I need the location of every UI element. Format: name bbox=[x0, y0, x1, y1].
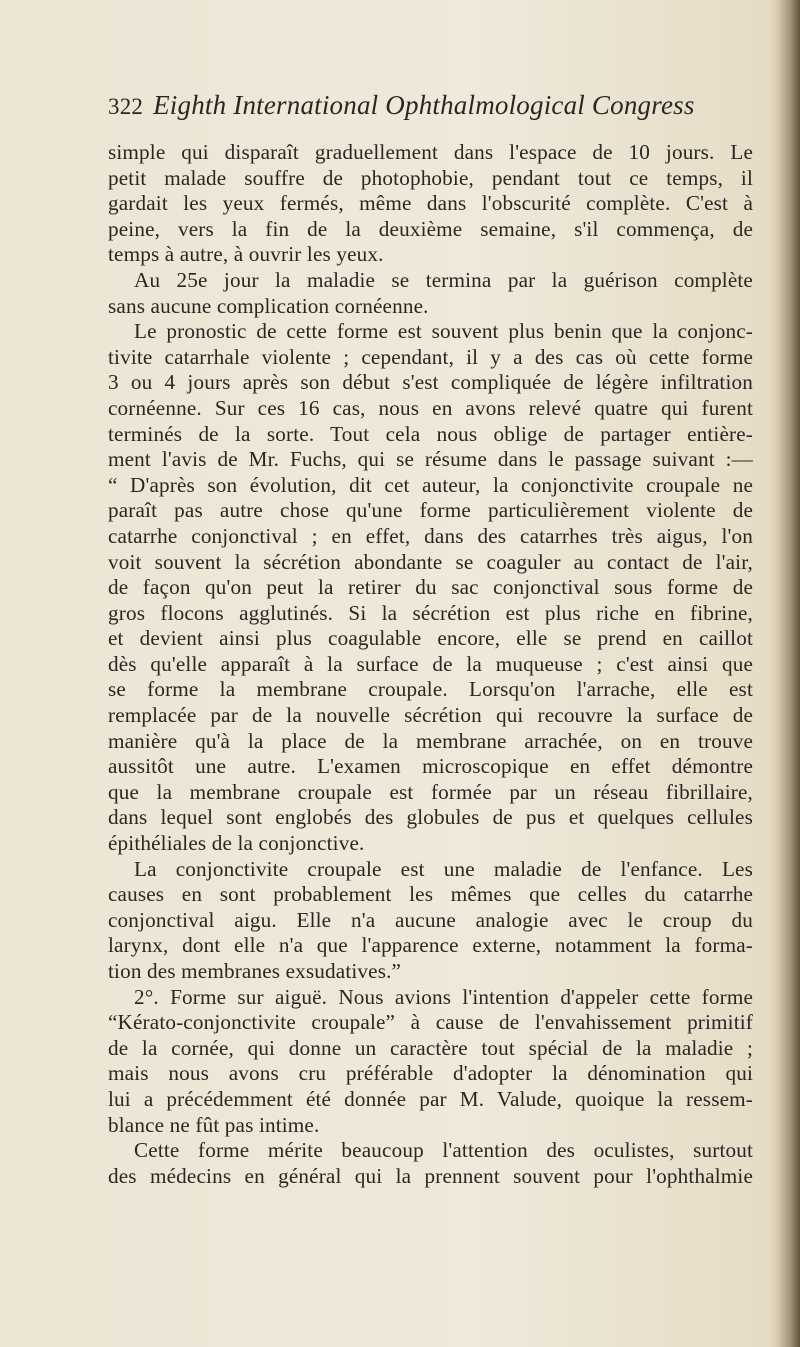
text-line: La conjonctivite croupale est une maladie de l'enfance. Les bbox=[134, 856, 753, 881]
text-line: de la cornée, qui donne un caractère tout spécial de la maladie ; bbox=[108, 1035, 753, 1060]
text-line: manière qu'à la place de la membrane arrachée, on en trouve bbox=[108, 728, 753, 753]
text-line: dans lequel sont englobés des globules de pus et quelques cellules bbox=[108, 805, 753, 830]
running-title: Eighth International Ophthalmological Congress bbox=[153, 90, 695, 120]
text-line: larynx, dont elle n'a que l'apparence externe, notamment la forma- bbox=[108, 933, 753, 958]
body-text bbox=[108, 140, 753, 1189]
text-line: Cette forme mérite beaucoup l'attention des oculistes, surtout bbox=[134, 1138, 753, 1163]
text-line: catarrhe conjonctival ; en effet, dans des catarrhes très aigus, l'on bbox=[108, 523, 753, 548]
text-line: 3 ou 4 jours après son début s'est compliquée de légère infiltration bbox=[108, 370, 753, 395]
running-header bbox=[108, 90, 728, 124]
text-line: tivite catarrhale violente ; cependant, il y a des cas où cette forme bbox=[108, 344, 753, 369]
text-line: cornéenne. Sur ces 16 cas, nous en avons relevé quatre qui furent bbox=[108, 395, 753, 420]
text-line: conjonctival aigu. Elle n'a aucune analogie avec le croup du bbox=[108, 907, 753, 932]
text-line: lui a précédemment été donnée par M. Valude, quoique la ressem- bbox=[108, 1086, 753, 1111]
text-line: “Kérato-conjonctivite croupale” à cause de l'envahissement primitif bbox=[108, 1010, 753, 1035]
text-line: simple qui disparaît graduellement dans l'espace de 10 jours. Le bbox=[108, 140, 753, 164]
text-line: terminés de la sorte. Tout cela nous oblige de partager entière- bbox=[108, 421, 753, 446]
text-line: paraît pas autre chose qu'une forme particulièrement violente de bbox=[108, 498, 753, 523]
text-line: aussitôt une autre. L'examen microscopique en effet démontre bbox=[108, 754, 753, 779]
text-line: causes en sont probablement les mêmes que celles du catarrhe bbox=[108, 882, 753, 907]
text-line: et devient ainsi plus coagulable encore, elle se prend en caillot bbox=[108, 626, 753, 651]
text-line: que la membrane croupale est formée par un réseau fibrillaire, bbox=[108, 779, 753, 804]
text-line: temps à autre, à ouvrir les yeux. bbox=[108, 242, 384, 267]
text-line: ment l'avis de Mr. Fuchs, qui se résume dans le passage suivant :— bbox=[108, 447, 753, 472]
text-line: Le pronostic de cette forme est souvent plus benin que la conjonc- bbox=[134, 319, 753, 344]
text-line: gros flocons agglutinés. Si la sécrétion est plus riche en fibrine, bbox=[108, 600, 753, 625]
text-line: gardait les yeux fermés, même dans l'obscurité complète. C'est à bbox=[108, 191, 753, 216]
text-line: mais nous avons cru préférable d'adopter la dénomination qui bbox=[108, 1061, 753, 1086]
page-number: 322 bbox=[108, 94, 144, 119]
text-line: dès qu'elle apparaît à la surface de la muqueuse ; c'est ainsi que bbox=[108, 651, 753, 676]
text-line: épithéliales de la conjonctive. bbox=[108, 831, 365, 856]
text-line: remplacée par de la nouvelle sécrétion qui recouvre la surface de bbox=[108, 703, 753, 728]
text-line: “ D'après son évolution, dit cet auteur, la conjonctivite croupale ne bbox=[108, 472, 753, 497]
text-line: peine, vers la fin de la deuxième semaine, s'il commença, de bbox=[108, 216, 753, 241]
text-line: tion des membranes exsudatives.” bbox=[108, 959, 402, 983]
text-line: petit malade souffre de photophobie, pendant tout ce temps, il bbox=[108, 165, 753, 190]
text-line: blance ne fût pas intime. bbox=[108, 1112, 320, 1137]
page-edge-shadow bbox=[778, 0, 800, 1347]
text-line: sans aucune complication cornéenne. bbox=[108, 293, 429, 318]
text-line: se forme la membrane croupale. Lorsqu'on l'arrache, elle est bbox=[108, 677, 753, 702]
text-line: de façon qu'on peut la retirer du sac conjonctival sous forme de bbox=[108, 575, 753, 600]
text-line: voit souvent la sécrétion abondante se coaguler au contact de l'air, bbox=[108, 549, 753, 574]
text-line: 2°. Forme sur aiguë. Nous avions l'intention d'appeler cette forme bbox=[134, 984, 753, 1009]
text-line: des médecins en général qui la prennent souvent pour l'ophthalmie bbox=[108, 1163, 753, 1188]
text-line: Au 25e jour la maladie se termina par la guérison complète bbox=[134, 267, 753, 292]
